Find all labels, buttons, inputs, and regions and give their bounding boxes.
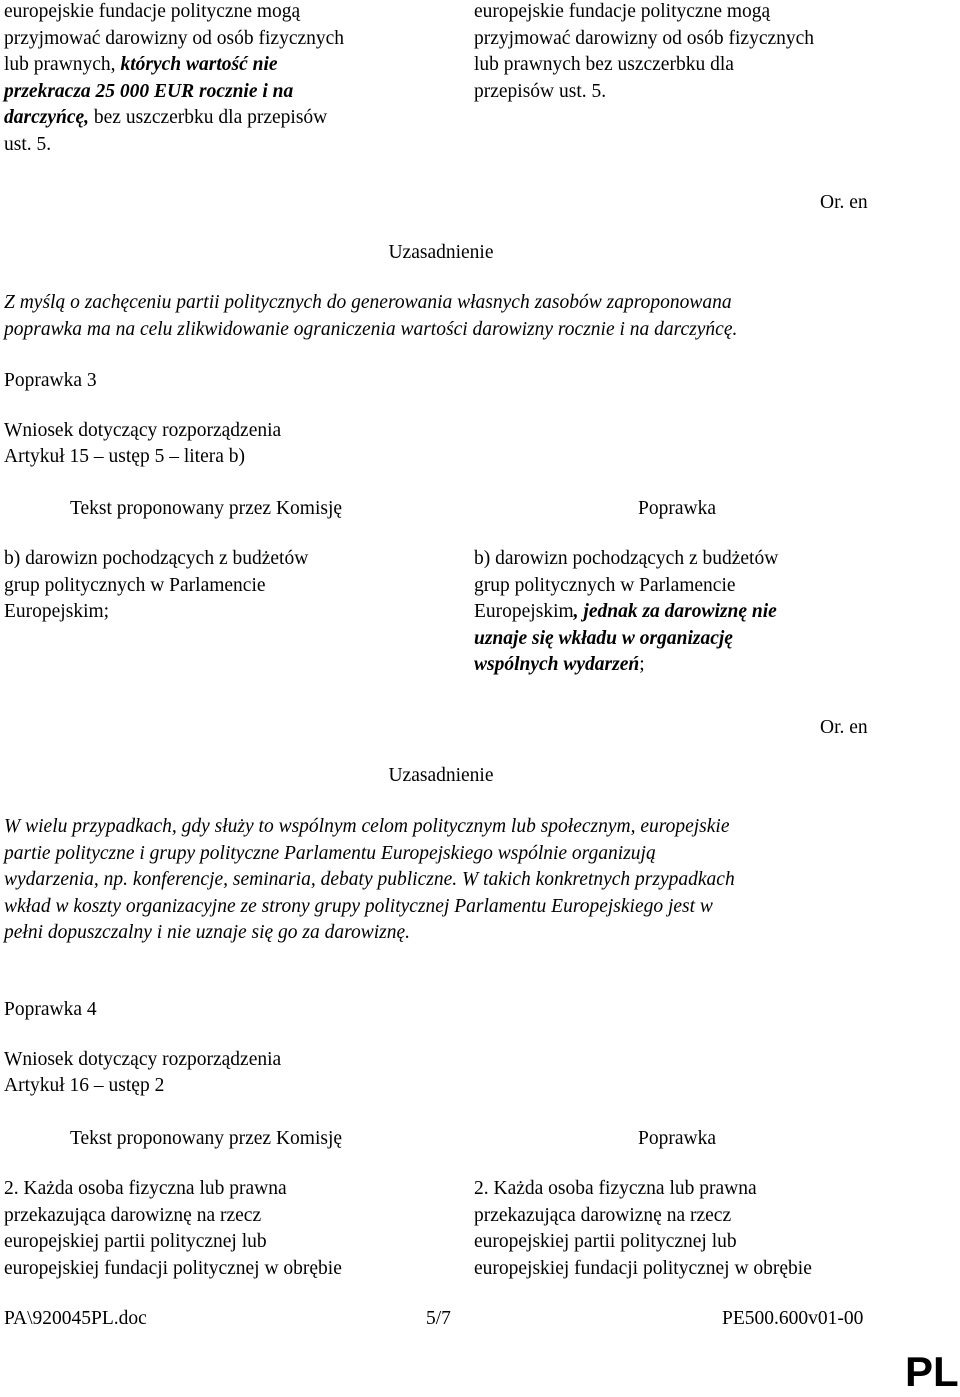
text-segment: Europejskim bbox=[474, 601, 574, 622]
bold-italic-text: uznaje się wkładu w organizację bbox=[474, 627, 733, 649]
text-line bbox=[474, 573, 914, 600]
text-line bbox=[4, 79, 434, 106]
amendment-3-amendment-heading: Poprawka bbox=[638, 498, 716, 519]
amendment-3-article: Artykuł 15 – ustęp 5 – litera b) bbox=[4, 446, 245, 467]
text-line: przepisów ust. 5. bbox=[474, 80, 607, 102]
text-line bbox=[4, 105, 434, 132]
text-line bbox=[474, 626, 914, 653]
footer-pe-ref: PE500.600v01-00 bbox=[722, 1308, 864, 1329]
text-line bbox=[474, 652, 914, 679]
top-left-lines bbox=[4, 0, 434, 158]
amendment-4-amendment-text bbox=[474, 1176, 914, 1282]
amendment-3-title: Poprawka 3 bbox=[4, 370, 97, 391]
text-line: grup politycznych w Parlamencie bbox=[4, 574, 266, 596]
amendment-4-proposal: Wniosek dotyczący rozporządzenia bbox=[4, 1049, 282, 1070]
amendment-4-amendment-heading: Poprawka bbox=[638, 1128, 716, 1149]
text-segment: ust. 5. bbox=[4, 133, 52, 155]
amendment-3-commission-heading: Tekst proponowany przez Komisję bbox=[69, 498, 343, 519]
text-segment: grup politycznych w Parlamencie bbox=[474, 574, 736, 596]
page-footer bbox=[0, 1306, 960, 1332]
text-line: europejskiej partii politycznej lub bbox=[474, 1231, 737, 1252]
justification-line: Z myślą o zachęceniu partii politycznych do generowania własnych zasobów zaproponowana bbox=[4, 292, 732, 313]
text-segment: b) darowizn pochodzących z budżetów bbox=[474, 548, 779, 569]
amendment-3-commission-text bbox=[4, 546, 424, 626]
text-line: europejskie fundacje polityczne mogą bbox=[474, 1, 771, 22]
text-segment: bez uszczerbku dla przepisów bbox=[89, 107, 328, 128]
bold-italic-text: darczyńcę, bbox=[4, 107, 90, 128]
footer-doc-ref: PA\920045PL.doc bbox=[4, 1308, 147, 1329]
justification-text-1 bbox=[4, 290, 904, 343]
justification-line: W wielu przypadkach, gdy służy to wspólnym celom politycznym lub społecznym, europejskie bbox=[4, 816, 730, 837]
justification-heading-2: Uzasadnienie bbox=[388, 765, 494, 786]
text-line: 2. Każda osoba fizyczna lub prawna bbox=[474, 1178, 757, 1199]
text-line bbox=[4, 132, 434, 159]
text-line: 2. Każda osoba fizyczna lub prawna bbox=[4, 1178, 287, 1199]
justification-line: pełni dopuszczalny i nie uznaje się go za darowiznę. bbox=[4, 922, 411, 943]
text-line: przekazująca darowiznę na rzecz bbox=[4, 1204, 262, 1226]
amendment-3-proposal: Wniosek dotyczący rozporządzenia bbox=[4, 420, 282, 441]
text-line bbox=[4, 52, 434, 79]
text-segment: lub prawnych, bbox=[4, 54, 121, 75]
text-segment: przyjmować darowizny od osób fizycznych bbox=[4, 27, 345, 49]
justification-line: poprawka ma na celu zlikwidowanie ograniczenia wartości darowizny rocznie i na darczyńcę. bbox=[4, 318, 738, 340]
text-segment: europejskie fundacje polityczne mogą bbox=[4, 1, 301, 22]
text-line: przyjmować darowizny od osób fizycznych bbox=[474, 27, 815, 49]
justification-line: partie polityczne i grupy polityczne Parlamentu Europejskiego wspólnie organizują bbox=[4, 842, 656, 864]
text-line: lub prawnych bez uszczerbku dla bbox=[474, 54, 734, 75]
footer-page-number: 5/7 bbox=[426, 1308, 451, 1329]
text-line: przekazująca darowiznę na rzecz bbox=[474, 1204, 732, 1226]
text-line: europejskiej fundacji politycznej w obrębie bbox=[4, 1257, 342, 1279]
or-en-label-1: Or. en bbox=[820, 192, 868, 213]
justification-text-2 bbox=[4, 814, 914, 947]
bold-italic-text: , jednak za darowiznę nie bbox=[573, 601, 777, 622]
amendment-4-commission-heading: Tekst proponowany przez Komisję bbox=[69, 1128, 343, 1149]
top-right-column bbox=[474, 0, 914, 105]
top-right-lines bbox=[474, 0, 914, 105]
text-line: europejskiej fundacji politycznej w obrębie bbox=[474, 1257, 812, 1279]
text-segment: ; bbox=[639, 654, 645, 675]
amendment-4-title: Poprawka 4 bbox=[4, 999, 97, 1020]
amendment-4-article: Artykuł 16 – ustęp 2 bbox=[4, 1075, 165, 1096]
text-line bbox=[474, 546, 914, 573]
text-line: b) darowizn pochodzących z budżetów bbox=[4, 548, 309, 569]
amendment-4-commission-text bbox=[4, 1176, 434, 1282]
text-line bbox=[4, 26, 434, 53]
justification-line: wkład w koszty organizacyjne ze strony grupy politycznej Parlamentu Europejskiego jest w bbox=[4, 895, 713, 917]
bold-italic-text: których wartość nie bbox=[120, 54, 278, 75]
justification-heading-1: Uzasadnienie bbox=[388, 242, 494, 263]
text-line: Europejskim; bbox=[4, 601, 110, 622]
justification-line: wydarzenia, np. konferencje, seminaria, debaty publiczne. W takich konkretnych przypadkach bbox=[4, 869, 735, 890]
or-en-label-2: Or. en bbox=[820, 717, 868, 738]
language-code: PL bbox=[905, 1348, 959, 1395]
bold-italic-text: wspólnych wydarzeń bbox=[474, 654, 640, 675]
top-left-column bbox=[4, 0, 434, 158]
bold-italic-text: przekracza 25 000 EUR rocznie i na bbox=[4, 80, 294, 102]
text-line bbox=[474, 599, 914, 626]
text-line: europejskiej partii politycznej lub bbox=[4, 1231, 267, 1252]
amendment-3-amendment-text bbox=[474, 546, 914, 679]
text-line bbox=[4, 0, 434, 26]
